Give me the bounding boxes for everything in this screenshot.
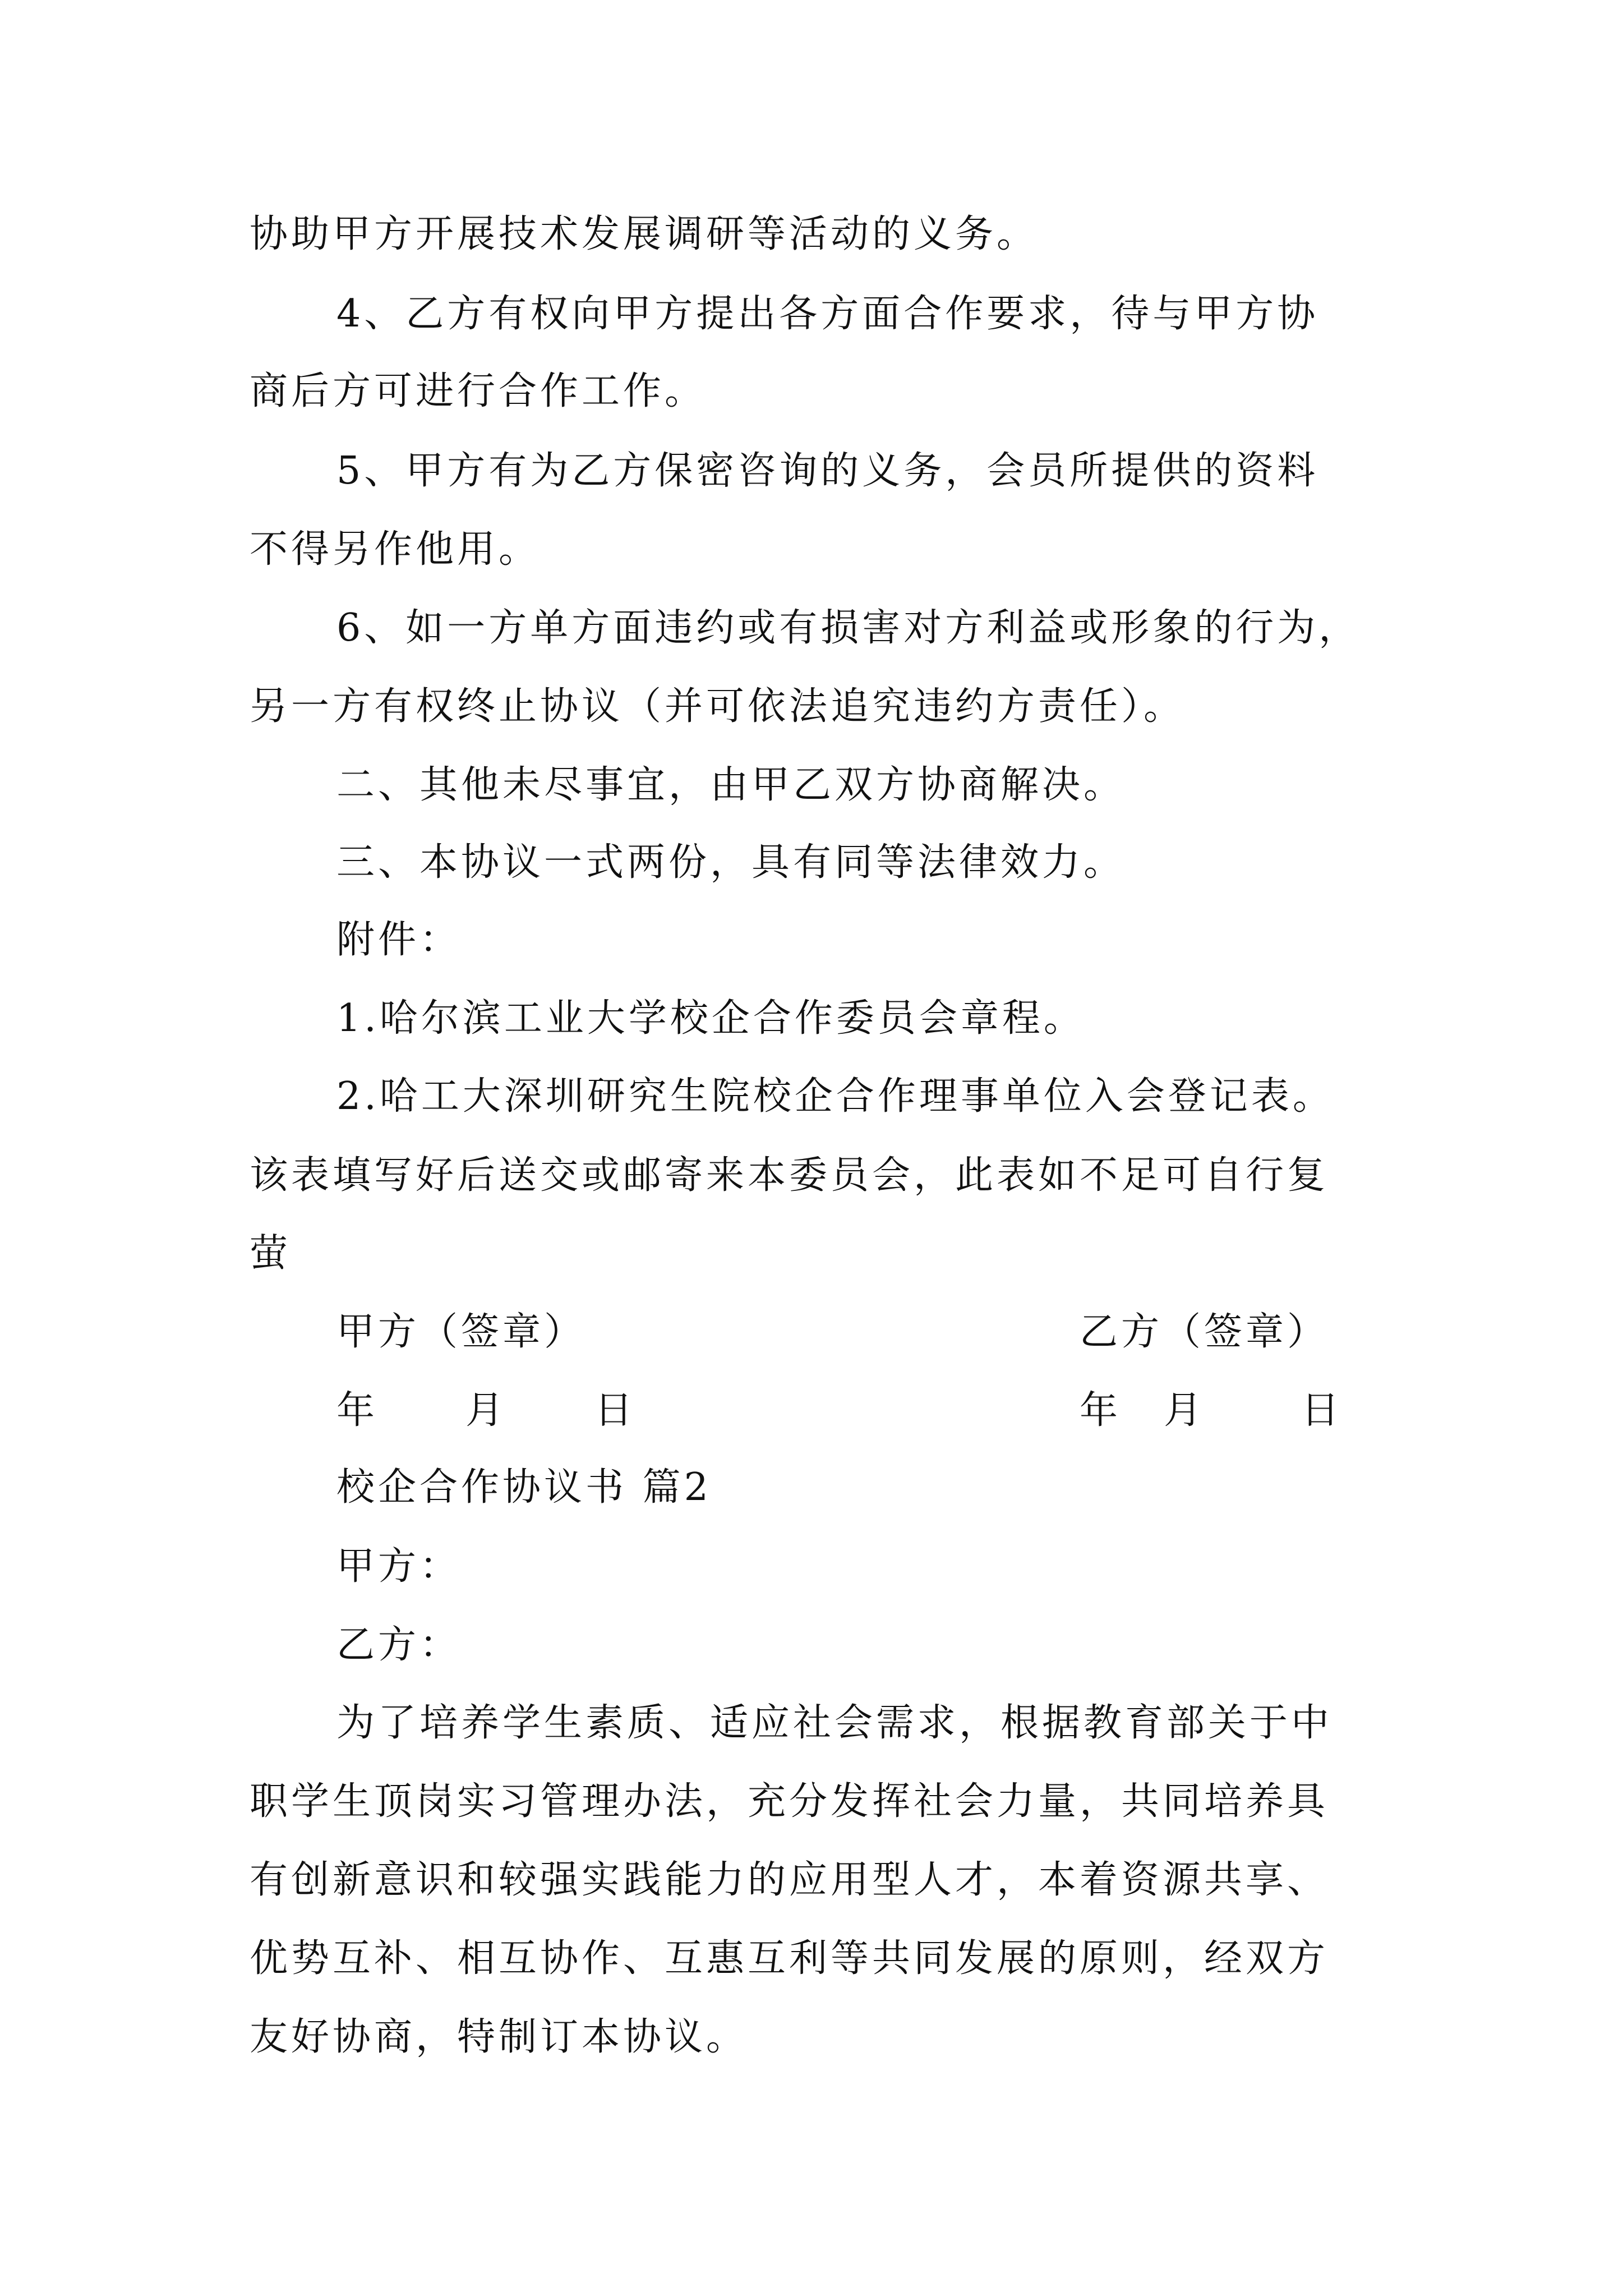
text-line: 2.哈工大深圳研究生院校企合作理事单位入会登记表。 xyxy=(336,1074,1334,1119)
paragraph-line: 为了培养学生素质、适应社会需求，根据教育部关于中 xyxy=(336,1701,1333,1745)
text-line: 协助甲方开展技术发展调研等活动的义务。 xyxy=(250,212,1039,256)
party-b-label: 乙方： xyxy=(336,1623,462,1667)
party-a-signature: 甲方（签章） xyxy=(336,1310,586,1354)
party-b-signature: 乙方（签章） xyxy=(1080,1310,1329,1354)
text-line: 4、乙方有权向甲方提出各方面合作要求，待与甲方协 xyxy=(336,292,1319,336)
text-line: 附件： xyxy=(336,918,462,962)
date-month: 月 xyxy=(1164,1388,1206,1433)
date-day: 日 xyxy=(1301,1388,1343,1433)
text-line: 商后方可进行合作工作。 xyxy=(250,369,707,413)
text-line: 6、如一方单方面违约或有损害对方利益或形象的行为， xyxy=(336,606,1361,650)
text-line: 三、本协议一式两份，具有同等法律效力。 xyxy=(336,840,1126,885)
paragraph-line: 优势互补、相互协作、互惠互利等共同发展的原则，经双方 xyxy=(250,1936,1329,1981)
date-day: 日 xyxy=(594,1388,637,1433)
section-title: 校企合作协议书 篇2 xyxy=(336,1465,712,1510)
text-line: 萤 xyxy=(250,1231,292,1276)
party-a-label: 甲方： xyxy=(336,1544,462,1589)
paragraph-line: 职学生顶岗实习管理办法，充分发挥社会力量，共同培养具 xyxy=(250,1779,1329,1824)
text-line: 1.哈尔滨工业大学校企合作委员会章程。 xyxy=(336,996,1085,1041)
party-a-date xyxy=(336,1388,636,1433)
party-b-date xyxy=(1080,1388,1343,1433)
text-line: 另一方有权终止协议（并可依法追究违约方责任）。 xyxy=(250,684,1186,729)
text-line: 二、其他未尽事宜，由甲乙双方协商解决。 xyxy=(336,763,1126,807)
paragraph-line: 有创新意识和较强实践能力的应用型人才，本着资源共享、 xyxy=(250,1858,1329,1902)
date-year: 年 xyxy=(1080,1388,1122,1433)
date-year: 年 xyxy=(336,1388,379,1433)
text-line: 5、甲方有为乙方保密咨询的义务，会员所提供的资料 xyxy=(336,449,1319,493)
date-month: 月 xyxy=(465,1388,508,1433)
text-line: 不得另作他用。 xyxy=(250,527,541,572)
paragraph-line: 友好协商，特制订本协议。 xyxy=(250,2015,748,2059)
text-line: 该表填写好后送交或邮寄来本委员会，此表如不足可自行复 xyxy=(250,1153,1329,1198)
